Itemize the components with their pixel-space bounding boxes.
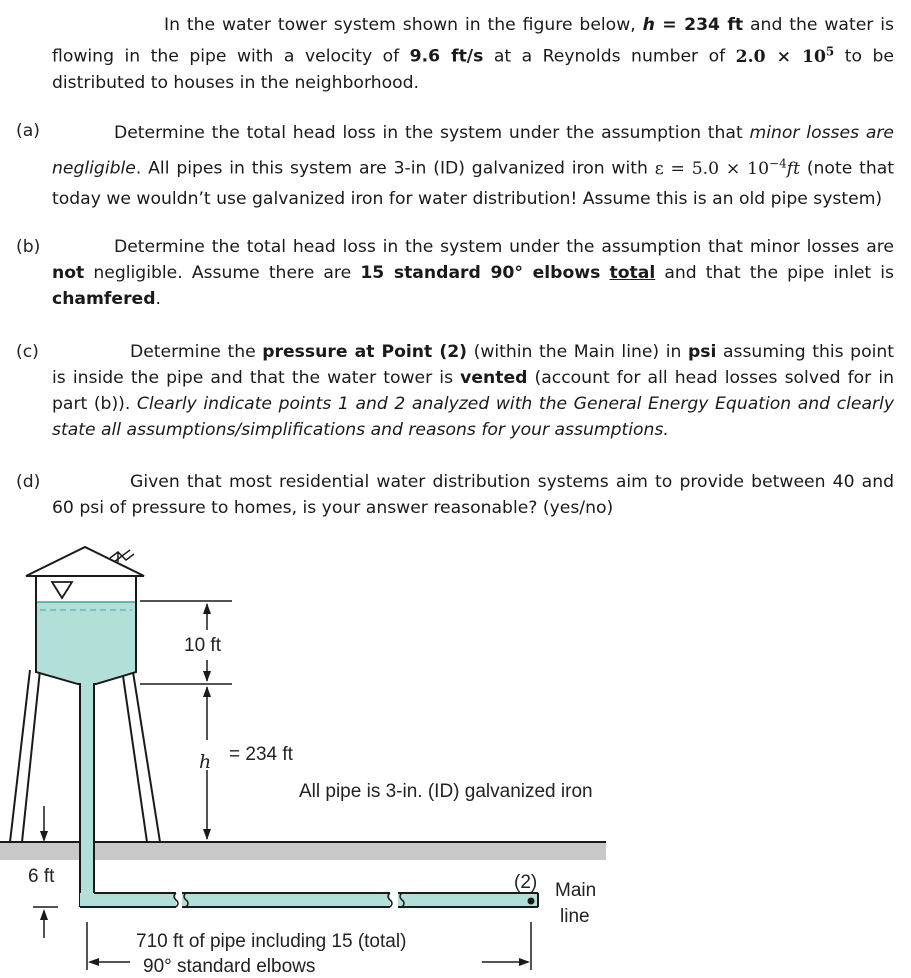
intro-h-var: h [642, 15, 655, 35]
main-line-label-1: Main [555, 880, 597, 901]
part-a-epsilon: ε = 5.0 × 10 [654, 158, 770, 179]
dim-10ft-label: 10 ft [184, 635, 221, 656]
part-c-pressure: pressure at Point (2) [262, 342, 468, 362]
part-d-text-1: Given that most residential water distribution systems aim to provide between 40 and 60 psi of pressure to homes, is your answer reasonable? (yes/no) [52, 472, 894, 518]
tank-water [37, 602, 135, 683]
part-b-chamfered: chamfered [52, 289, 156, 309]
intro-h-value: = 234 ft [654, 15, 744, 35]
part-b-label: (b) [16, 237, 41, 257]
part-b-not: not [52, 263, 85, 283]
point-2-label: (2) [514, 872, 538, 893]
vertical-pipe [80, 683, 94, 893]
part-c-text-2: (within the Main line) in [467, 342, 688, 362]
pipe-length-label-1: 710 ft of pipe including 15 (total) [136, 931, 407, 952]
part-c-psi: psi [687, 342, 717, 362]
part-d-label: (d) [16, 472, 41, 492]
part-b-text-3: and that the pipe inlet is [655, 263, 895, 283]
intro-velocity: 9.6 ft/s [409, 46, 484, 67]
point-2-marker [528, 898, 535, 905]
part-a-label: (a) [16, 121, 40, 141]
intro-text-3: at a Reynolds number of [483, 46, 736, 67]
part-c-vented: vented [460, 368, 528, 388]
dim-h-value: = 234 ft [229, 744, 293, 765]
part-b-text-4: . [155, 289, 161, 309]
part-a-text-3: (note that today we wouldn’t use galvanized iron for water distribution! Assume this is an old pipe system) [52, 158, 895, 209]
part-b-total: total [609, 263, 656, 283]
part-a-text-1: Determine the total head loss in the system under the assumption that [114, 123, 750, 143]
part-c-text-4: (account for all head losses solved for in part (b)). [52, 368, 894, 414]
horizontal-pipe [80, 893, 538, 907]
dim-6ft-label: 6 ft [28, 866, 55, 887]
part-a-epsilon-unit: ft [786, 158, 800, 179]
part-b-elbows: 15 standard 90° elbows [360, 263, 601, 283]
dim-h-var: h [199, 751, 212, 773]
part-a-italic: minor losses are negligible [52, 123, 895, 179]
main-line-label-2: line [560, 906, 590, 927]
part-a-text-2: . All pipes in this system are 3-in (ID) galvanized iron with [135, 158, 655, 179]
part-c-text-1: Determine the [130, 342, 263, 362]
pipe-material-note: All pipe is 3-in. (ID) galvanized iron [299, 781, 593, 802]
intro-reynolds-exp: 5 [825, 44, 835, 58]
intro-text-4: to be distributed to houses in the neighborhood. [52, 46, 894, 93]
part-b-text-1: Determine the total head loss in the system under the assumption that minor losses are [114, 237, 894, 257]
part-b-text-2: negligible. Assume there are [84, 263, 361, 283]
part-c-text-3: assuming this point is inside the pipe and that the water tower is [52, 342, 894, 388]
intro-reynolds: 2.0 × 10 [735, 46, 826, 67]
pipe-length-label-2: 90° standard elbows [143, 956, 316, 977]
intro-text-2: and the water is flowing in the pipe with a velocity of [52, 15, 894, 67]
intro-text-1: In the water tower system shown in the figure below, [164, 15, 643, 35]
tank-roof [26, 547, 144, 576]
part-a-epsilon-exp: −4 [769, 156, 787, 170]
part-c-italic: Clearly indicate points 1 and 2 analyzed with the General Energy Equation and clearly state all assumptions/simplifications and reasons for your assumptions. [52, 394, 894, 440]
part-c-label: (c) [16, 342, 39, 362]
